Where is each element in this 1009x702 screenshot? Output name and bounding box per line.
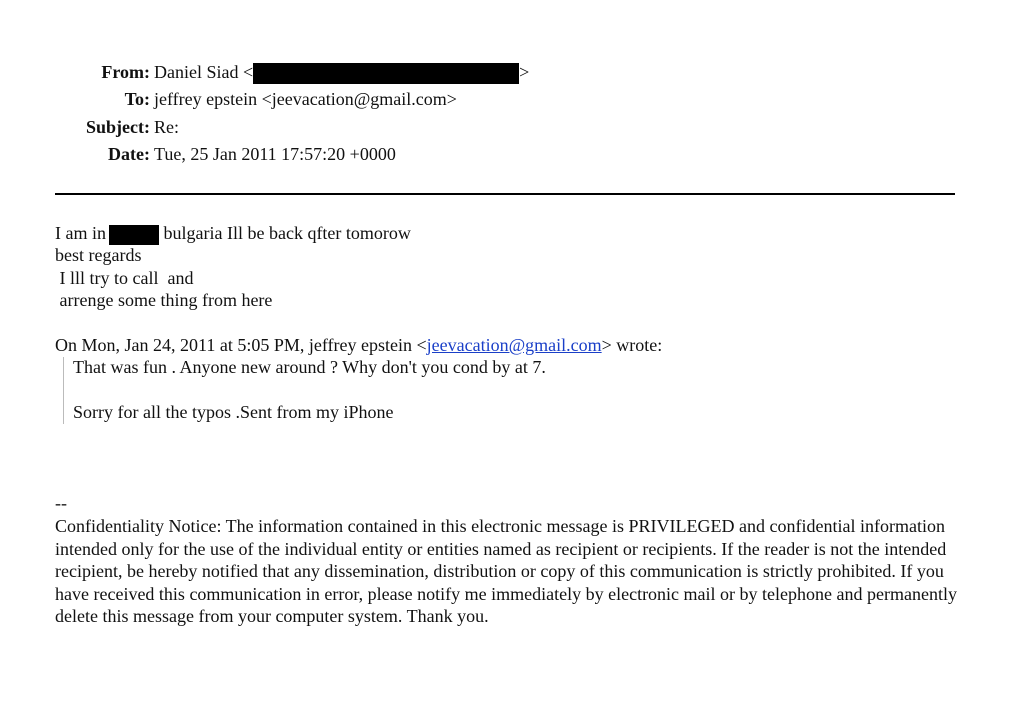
redacted-location-block: [109, 225, 159, 245]
quoted-line-2: Sorry for all the typos .Sent from my iPhone: [73, 402, 394, 422]
confidentiality-notice: Confidentiality Notice: The information contained in this electronic message is PRIVILEGED and confidential information intended only for the use of the individual entity or entities named as recipient or recipients. If the reader is not the intended recipient, be hereby notified that any dissemination, distribution or copy of this communication is strictly prohibited. If you have received this communication in error, please notify me immediately by electronic mail or by telephone and permanently delete this message from your computer system. Thank you.: [55, 516, 957, 627]
date-label: Date:: [108, 144, 150, 164]
to-label: To:: [124, 89, 150, 109]
from-value: [154, 60, 529, 84]
date-row: [0, 142, 700, 166]
body-line-1: [55, 222, 411, 245]
body-line-3: I lll try to call and: [55, 268, 194, 288]
body-line-1-end: bulgaria Ill be back qfter tomorow: [159, 223, 411, 243]
body-line-4: arrenge some thing from here: [55, 290, 273, 310]
body-line-2: best regards: [55, 245, 142, 265]
to-row: [0, 87, 700, 111]
attribution-prefix: On Mon, Jan 24, 2011 at 5:05 PM, jeffrey epstein <: [55, 335, 427, 355]
quote-bar: [63, 357, 64, 424]
signature-separator: --: [55, 493, 67, 513]
attribution-suffix: > wrote:: [601, 335, 663, 355]
body-line-1-start: I am in: [55, 223, 106, 243]
from-row: [0, 60, 700, 84]
redacted-email-block: [253, 63, 519, 84]
subject-label: Subject:: [86, 117, 150, 137]
quote-attribution: [55, 334, 662, 356]
from-name: Daniel Siad <: [154, 62, 254, 82]
from-label: From:: [101, 62, 150, 82]
header-divider: [55, 193, 955, 195]
subject-value: Re:: [154, 117, 179, 137]
attribution-email-link[interactable]: jeevacation@gmail.com: [426, 335, 602, 355]
subject-row: [0, 115, 700, 139]
quoted-line-1: That was fun . Anyone new around ? Why don't you cond by at 7.: [73, 357, 546, 377]
to-value: jeffrey epstein <jeevacation@gmail.com>: [154, 89, 457, 109]
date-value: Tue, 25 Jan 2011 17:57:20 +0000: [154, 144, 396, 164]
from-close: >: [519, 62, 530, 82]
